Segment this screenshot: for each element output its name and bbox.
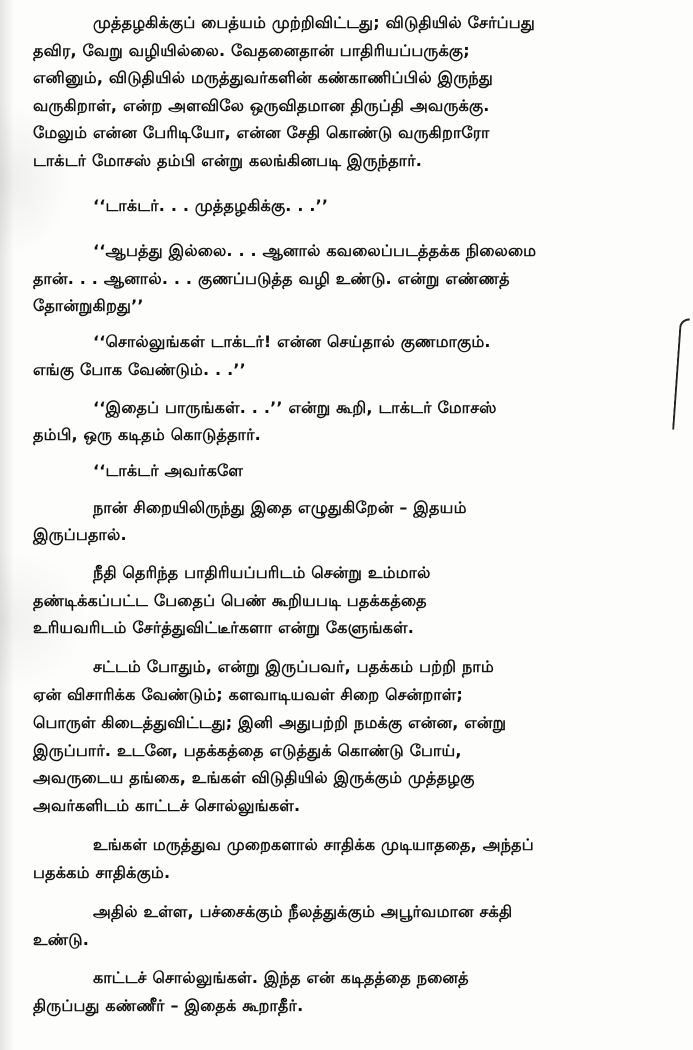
text-line: அவர்களிடம் காட்டச் சொல்லுங்கள். xyxy=(33,796,301,815)
text-line: ‘‘சொல்லுங்கள் டாக்டர்! என்ன செய்தால் குணமாகும். xyxy=(93,332,491,351)
text-line: எனினும், விடுதியில் மருத்துவர்களின் கண்காணிப்பில் இருந்து xyxy=(33,68,493,87)
text-line: ‘‘டாக்டர். . . முத்தழகிக்கு. . .’’ xyxy=(93,196,329,215)
text-line: மேலும் என்ன பேரிடியோ, என்ன சேதி கொண்டு வருகிறாரோ xyxy=(33,123,490,142)
text-line: நான் சிறையிலிருந்து இதை எழுதுகிறேன் – இதயம் xyxy=(93,498,467,517)
text-line: நீதி தெரிந்த பாதிரியப்பரிடம் சென்று உம்மால் xyxy=(93,563,431,582)
text-line: முத்தழகிக்குப் பைத்யம் முற்றிவிட்டது; விடுதியில் சேர்ப்பது xyxy=(93,13,535,32)
text-line: ‘‘ஆபத்து இல்லை. . . ஆனால் கவலைப்படத்தக்க நிலைமை xyxy=(93,241,537,260)
text-line: திருப்பது கண்ணீர் – இதைக் கூறாதீர். xyxy=(33,996,304,1015)
text-line: அதில் உள்ள, பச்சைக்கும் நீலத்துக்கும் அபூர்வமான சக்தி xyxy=(93,902,513,921)
text-line: ‘‘இதைப் பாருங்கள். . .’’ என்று கூறி, டாக்டர் மோசஸ் xyxy=(93,398,497,417)
text-line: அவருடைய தங்கை, உங்கள் விடுதியில் இருக்கும் முத்தழகு xyxy=(33,768,475,787)
text-line: தண்டிக்கப்பட்ட பேதைப் பெண் கூறியபடி பதக்கத்தை xyxy=(33,591,427,610)
text-line: தோன்றுகிறது’’ xyxy=(33,296,144,315)
text-line: சட்டம் போதும், என்று இருப்பவர், பதக்கம் பற்றி நாம் xyxy=(93,657,494,676)
text-line: தம்பி, ஒரு கடிதம் கொடுத்தார். xyxy=(33,425,261,444)
text-line: தான். . . ஆனால். . . குணப்படுத்த வழி உண்டு. என்று எண்ணத் xyxy=(33,269,510,288)
text-line: பொருள் கிடைத்துவிட்டது; இனி அதுபற்றி நமக்கு என்ன, என்று xyxy=(33,713,507,732)
text-line: இருப்பதால். xyxy=(33,525,127,544)
text-line: இருப்பார். உடனே, பதக்கத்தை எடுத்துக் கொண்டு போய், xyxy=(33,741,462,760)
text-line: எங்கு போக வேண்டும். . .’’ xyxy=(33,360,246,379)
text-line: உரியவரிடம் சேர்த்துவிட்டீர்களா என்று கேளுங்கள். xyxy=(33,618,415,637)
text-line: பதக்கம் சாதிக்கும். xyxy=(33,863,171,882)
text-line: உண்டு. xyxy=(33,930,90,949)
text-line: தவிர, வேறு வழியில்லை. வேதனைதான் பாதிரியப்பருக்கு; xyxy=(33,41,470,60)
text-line: ஏன் விசாரிக்க வேண்டும்; களவாடியவள் சிறை சென்றாள்; xyxy=(33,685,464,704)
text-line: ‘‘டாக்டர் அவர்களே xyxy=(93,461,244,480)
text-line: வருகிறாள், என்ற அளவிலே ஒருவிதமான திருப்தி அவருக்கு. xyxy=(33,96,490,115)
text-line: உங்கள் மருத்துவ முறைகளால் சாதிக்க முடியாததை, அந்தப் xyxy=(93,835,534,854)
text-line: டாக்டர் மோசஸ் தம்பி என்று கலங்கினபடி இருந்தார். xyxy=(33,151,423,170)
text-line: காட்டச் சொல்லுங்கள். இந்த என் கடிதத்தை நனைத் xyxy=(93,968,469,987)
